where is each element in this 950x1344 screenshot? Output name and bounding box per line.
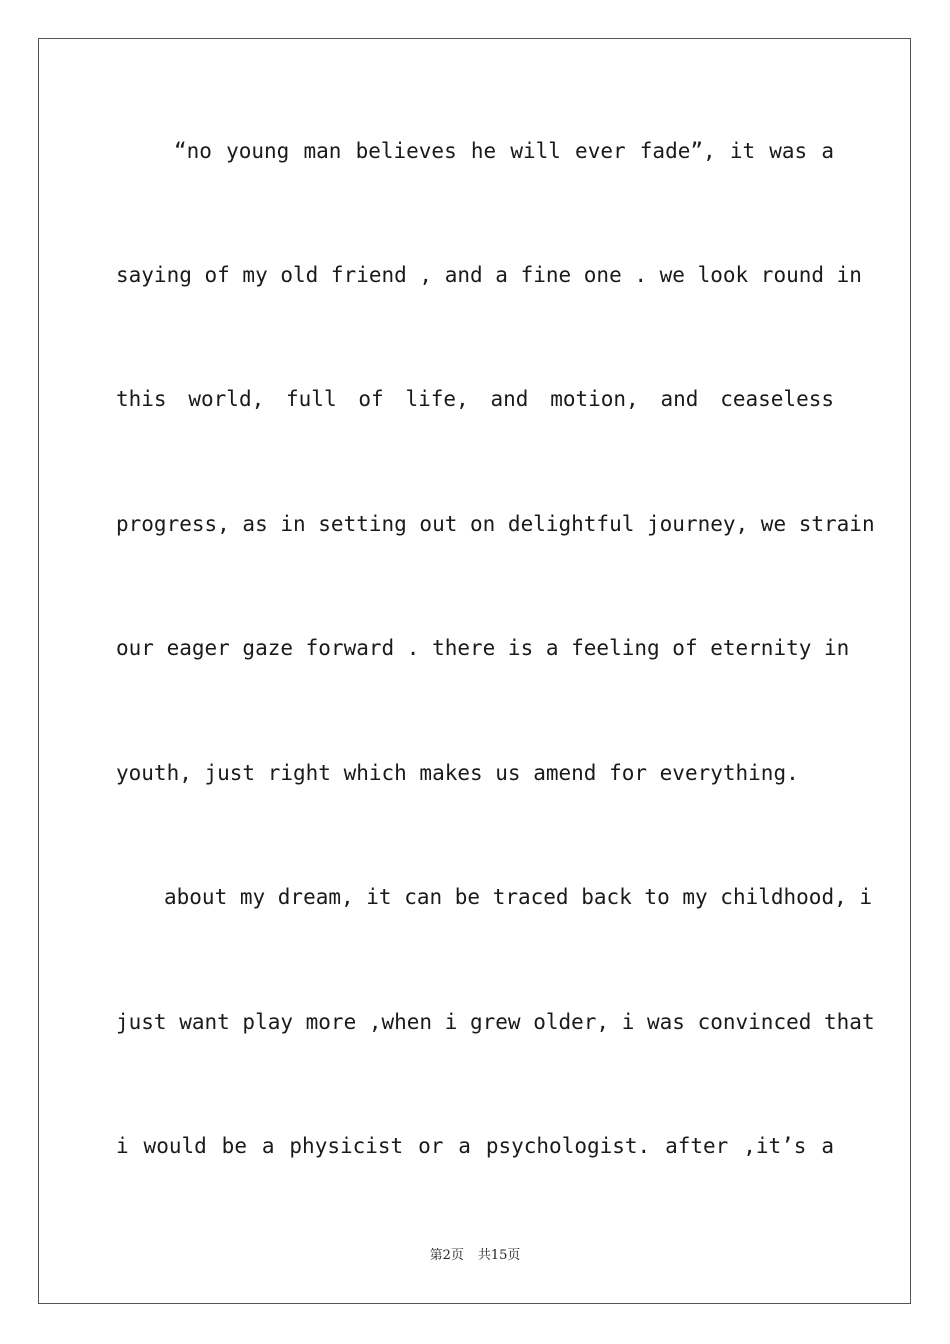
text-line: progress, as in setting out on delightful journey, we strain [116,512,875,536]
text-line: saying of my old friend , and a fine one . we look round in [116,263,862,287]
page-footer [0,1246,950,1266]
text-line: this world, full of life, and motion, and ceaseless [116,387,834,411]
text-line: just want play more ,when i grew older, i was convinced that [116,1010,875,1034]
text-line: i would be a physicist or a psychologist. after ,it’s a [116,1134,834,1158]
text-line: about my dream, it can be traced back to my childhood, i [164,885,873,909]
page-number: 第2页 [429,1248,464,1263]
text-line: our eager gaze forward . there is a feeling of eternity in [116,636,850,660]
text-line: “no young man believes he will ever fade”, it was a [174,139,834,163]
page-frame [38,38,911,1304]
page-total: 共15页 [477,1248,521,1263]
text-line: youth, just right which makes us amend for everything. [116,761,799,785]
